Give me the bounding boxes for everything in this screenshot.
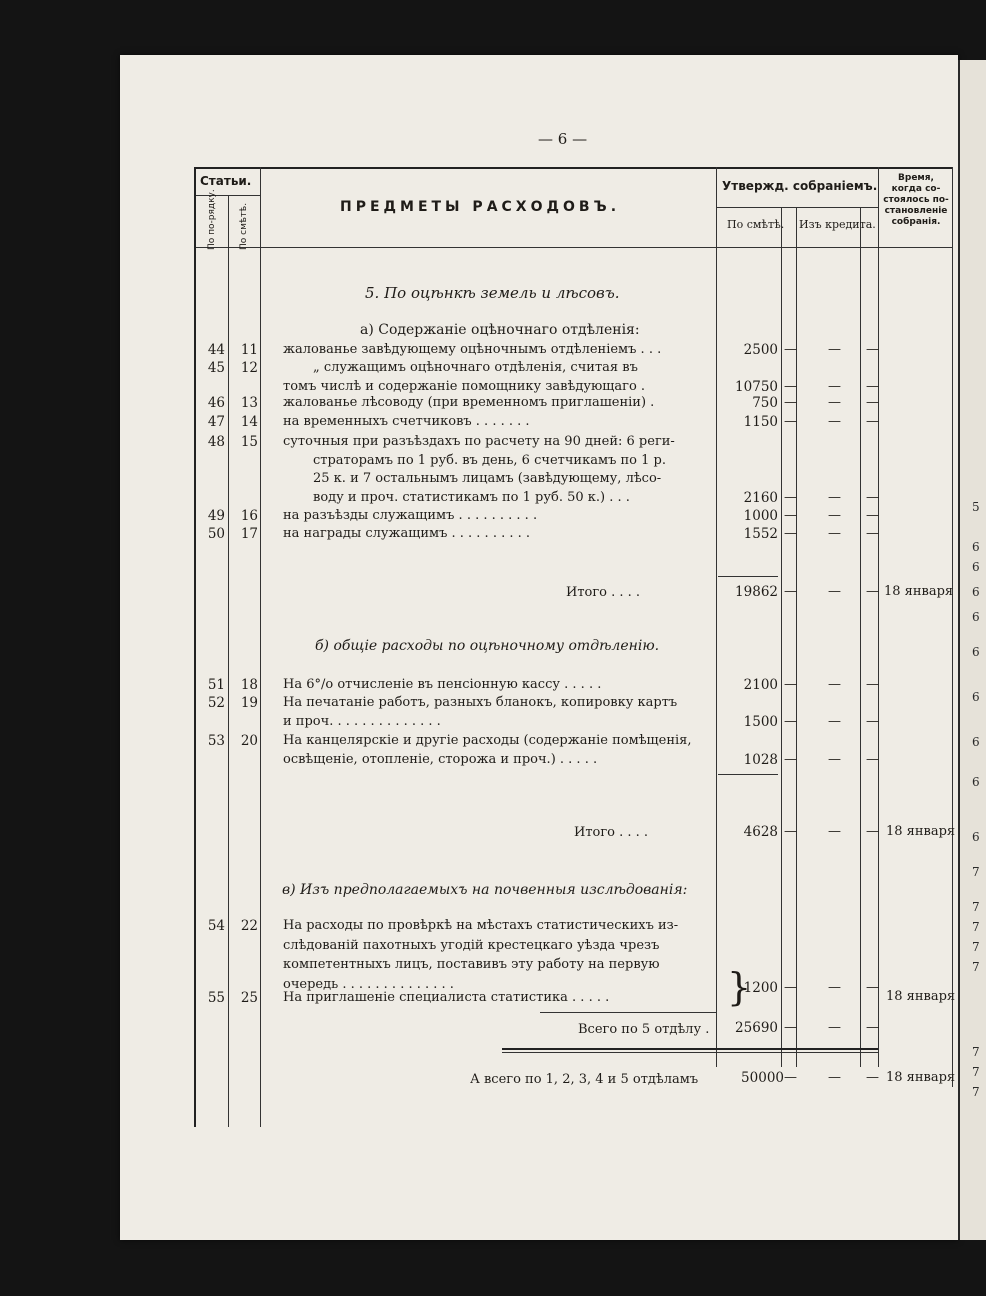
double-rule-1: [502, 1048, 878, 1050]
row-text-line: На канцелярскіе и другіе расходы (содержаніе помѣщенія,: [283, 733, 692, 748]
row-smeta-number: 14: [240, 414, 258, 430]
itogo-a-sum: 19862: [735, 584, 778, 600]
page-number: — 6 —: [538, 130, 588, 148]
row-dash: —: [828, 489, 841, 505]
row-number: 52: [207, 695, 225, 711]
row-text-line: на временныхъ счетчиковъ . . . . . . .: [283, 414, 530, 429]
header-statyi: Статьи.: [200, 174, 252, 188]
strip-number: 7: [972, 920, 980, 934]
row-dash: —: [828, 677, 841, 692]
row-text-line: на разъѣзды служащимъ . . . . . . . . . .: [283, 508, 538, 523]
row-smeta-number: 11: [240, 342, 258, 358]
strip-number: 6: [972, 645, 980, 659]
itogo-b-sum: 4628: [743, 824, 778, 840]
vsego5-rule: [540, 1012, 716, 1013]
row-text-line: жалованье завѣдующему оцѣночнымъ отдѣленіемъ . . .: [283, 342, 662, 357]
row-dash: —: [784, 414, 797, 429]
row-text-line: На приглашеніе специалиста статистика . . . . .: [283, 990, 610, 1005]
col-right-border: [952, 167, 953, 1087]
col-divider-7: [878, 167, 879, 1067]
strip-number: 6: [972, 610, 980, 624]
row-dash: —: [784, 526, 797, 541]
row-dash: —: [866, 714, 879, 729]
row-dash: —: [784, 342, 797, 357]
header-po-smete-col: По смѣтѣ.: [727, 218, 785, 231]
row-dash: —: [828, 378, 841, 394]
row-text-line: компетентныхъ лицъ, поставивъ эту работу на первую: [283, 957, 660, 972]
itogo-a-dash: —: [828, 584, 841, 599]
row-smeta-number: 13: [240, 395, 258, 411]
itogo-a-date: 18 января: [884, 584, 954, 599]
strip-number: 7: [972, 960, 980, 974]
row-dash: —: [784, 677, 797, 692]
sum-c-dash: —: [866, 980, 879, 995]
row-sum: 1000: [743, 508, 778, 524]
itogo-b-dash: —: [828, 824, 841, 839]
row-smeta-number: 15: [240, 434, 258, 450]
row-dash: —: [866, 677, 879, 692]
row-text-line: страторамъ по 1 руб. въ день, 6 счетчикамъ по 1 р.: [313, 452, 666, 468]
strip-number: 7: [972, 1045, 980, 1059]
row-text-line: 25 к. и 7 остальнымъ лицамъ (завѣдующему, лѣсо-: [313, 471, 662, 486]
row-dash: —: [784, 714, 797, 729]
row-smeta-number: 17: [240, 526, 258, 542]
row-dash: —: [784, 489, 797, 505]
table-top-rule: [194, 167, 952, 169]
vsego5-label: Всего по 5 отдѣлу .: [578, 1022, 710, 1037]
strip-number: 7: [972, 900, 980, 914]
row-sum: 10750: [735, 378, 778, 395]
header-bottom-rule: [194, 247, 952, 248]
col-divider-6: [860, 207, 861, 1067]
row-dash: —: [828, 395, 841, 410]
strip-number: 6: [972, 690, 980, 704]
section-title: 5. По оцѣнкѣ земель и лѣсовъ.: [365, 284, 620, 302]
header-vremya: Время, когда со- стоялось по- становленіе собранія.: [883, 173, 949, 227]
col-divider-1: [228, 195, 229, 1127]
header-po-smete: По смѣтѣ.: [239, 202, 249, 250]
row-smeta-number: 22: [240, 918, 258, 934]
col-divider-2: [260, 167, 261, 1127]
row-text-line: и проч. . . . . . . . . . . . . .: [283, 714, 441, 729]
row-dash: —: [828, 526, 841, 541]
strip-number: 6: [972, 775, 980, 789]
itogo-b-rule: [718, 774, 778, 775]
utv-rule: [716, 207, 878, 208]
double-rule-2: [502, 1052, 878, 1053]
sum-c-dash: —: [784, 980, 797, 995]
row-dash: —: [784, 752, 797, 767]
row-number: 49: [207, 508, 225, 524]
row-dash: —: [784, 395, 797, 410]
row-number: 54: [207, 918, 225, 934]
row-smeta-number: 19: [240, 695, 258, 711]
subsection-c: в) Изъ предполагаемыхъ на почвенныя изслѣдованія:: [282, 882, 688, 898]
vsego-all-dash: —: [784, 1070, 797, 1085]
vsego5-dash: —: [784, 1020, 797, 1035]
row-dash: —: [784, 508, 797, 523]
itogo-a-dash: —: [866, 584, 879, 599]
strip-number: 6: [972, 735, 980, 749]
vsego5-sum: 25690: [735, 1020, 778, 1036]
row-text-line: освѣщеніе, отопленіе, сторожа и проч.) . . . . .: [283, 752, 598, 767]
row-dash: —: [866, 526, 879, 541]
row-text-line: На расходы по провѣркѣ на мѣстахъ статистическихъ из-: [283, 918, 679, 933]
row-number: 48: [207, 434, 225, 450]
row-smeta-number: 16: [240, 508, 258, 524]
vsego-all-dash: —: [828, 1070, 841, 1085]
row-sum: 2500: [743, 342, 778, 358]
subsection-b: б) общіе расходы по оцѣночному отдѣленію.: [315, 638, 660, 654]
itogo-a-rule: [718, 576, 778, 577]
row-dash: —: [828, 752, 841, 767]
col-divider-5: [796, 207, 797, 1067]
strip-number: 7: [972, 940, 980, 954]
strip-number: 6: [972, 585, 980, 599]
row-sum: 1500: [743, 714, 778, 730]
row-smeta-number: 12: [240, 360, 258, 376]
row-sum: 750: [752, 395, 778, 411]
row-dash: —: [828, 508, 841, 523]
header-title: ПРЕДМЕТЫ РАСХОДОВЪ.: [340, 199, 621, 215]
header-iz-kredita: Изъ кредита.: [799, 218, 876, 231]
row-dash: —: [866, 414, 879, 429]
row-number: 45: [207, 360, 225, 376]
row-number: 47: [207, 414, 225, 430]
header-po-poryadku: По по-рядку.: [207, 189, 217, 250]
itogo-b-label: Итого . . . .: [574, 825, 649, 840]
brace: }: [727, 965, 752, 1009]
row-text-line: слѣдованій пахотныхъ угодій крестецкаго уѣзда чрезъ: [283, 937, 660, 953]
row-dash: —: [828, 414, 841, 429]
vsego5-dash: —: [866, 1020, 879, 1035]
row-smeta-number: 25: [240, 990, 258, 1006]
row-text-line: жалованье лѣсоводу (при временномъ приглашеніи) .: [283, 395, 655, 410]
strip-number: 6: [972, 540, 980, 554]
itogo-a-dash: —: [784, 584, 797, 599]
row-sum: 2100: [743, 677, 778, 693]
strip-number: 5: [972, 500, 980, 514]
row-text-line: На 6°/о отчисленіе въ пенсіонную кассу . . . . .: [283, 677, 602, 692]
row-number: 46: [207, 395, 225, 411]
itogo-b-dash: —: [784, 824, 797, 839]
strip-number: 7: [972, 1085, 980, 1099]
row-dash: —: [866, 489, 879, 505]
row-text-line: На печатаніе работъ, разныхъ бланокъ, копировку картъ: [283, 695, 678, 710]
row-dash: —: [866, 378, 879, 394]
statyi-rule: [194, 195, 260, 196]
adjacent-page-strip: [958, 60, 986, 1240]
row-sum: 1028: [743, 752, 778, 768]
header-utverzhd: Утвержд. собраніемъ.: [722, 179, 878, 193]
row-text-line: томъ числѣ и содержаніе помощнику завѣдующаго .: [283, 378, 646, 394]
row-number: 50: [207, 526, 225, 542]
row-dash: —: [866, 395, 879, 410]
row-text-line: суточныя при разъѣздахъ по расчету на 90 дней: 6 реги-: [283, 434, 675, 449]
row-dash: —: [828, 714, 841, 729]
date-c: 18 января: [886, 989, 956, 1004]
sum-c-dash: —: [828, 980, 841, 995]
strip-number: 6: [972, 560, 980, 574]
row-smeta-number: 18: [240, 677, 258, 693]
strip-number: 7: [972, 865, 980, 879]
row-dash: —: [784, 378, 797, 394]
vsego-all-sum: 50000: [741, 1070, 784, 1086]
row-dash: —: [866, 342, 879, 357]
row-number: 44: [207, 342, 225, 358]
row-sum: 1150: [743, 414, 778, 430]
col-left-border: [194, 167, 196, 1127]
subsection-a: а) Содержаніе оцѣночнаго отдѣленія:: [360, 322, 640, 338]
row-text-line: очередь . . . . . . . . . . . . . .: [283, 976, 454, 992]
row-number: 51: [207, 677, 225, 693]
itogo-b-date: 18 января: [886, 824, 956, 839]
itogo-a-label: Итого . . . .: [566, 585, 641, 600]
row-number: 55: [207, 990, 225, 1006]
strip-number: 6: [972, 830, 980, 844]
col-divider-3: [716, 167, 717, 1067]
row-sum: 2160: [743, 489, 778, 506]
vsego-all-label: А всего по 1, 2, 3, 4 и 5 отдѣламъ: [470, 1072, 699, 1087]
row-smeta-number: 20: [240, 733, 258, 749]
vsego-all-date: 18 января: [886, 1070, 956, 1085]
row-text-line: „ служащимъ оцѣночнаго отдѣленія, считая въ: [313, 360, 638, 375]
col-divider-4: [781, 207, 782, 1067]
vsego-all-dash: —: [866, 1070, 879, 1085]
vsego5-dash: —: [828, 1020, 841, 1035]
strip-number: 7: [972, 1065, 980, 1079]
row-number: 53: [207, 733, 225, 749]
itogo-b-dash: —: [866, 824, 879, 839]
sum-c: 1200: [743, 980, 778, 996]
row-dash: —: [866, 752, 879, 767]
row-text-line: воду и проч. статистикамъ по 1 руб. 50 к.) . . .: [313, 489, 630, 505]
row-sum: 1552: [743, 526, 778, 542]
row-dash: —: [828, 342, 841, 357]
row-dash: —: [866, 508, 879, 523]
row-text-line: на награды служащимъ . . . . . . . . . .: [283, 526, 531, 541]
